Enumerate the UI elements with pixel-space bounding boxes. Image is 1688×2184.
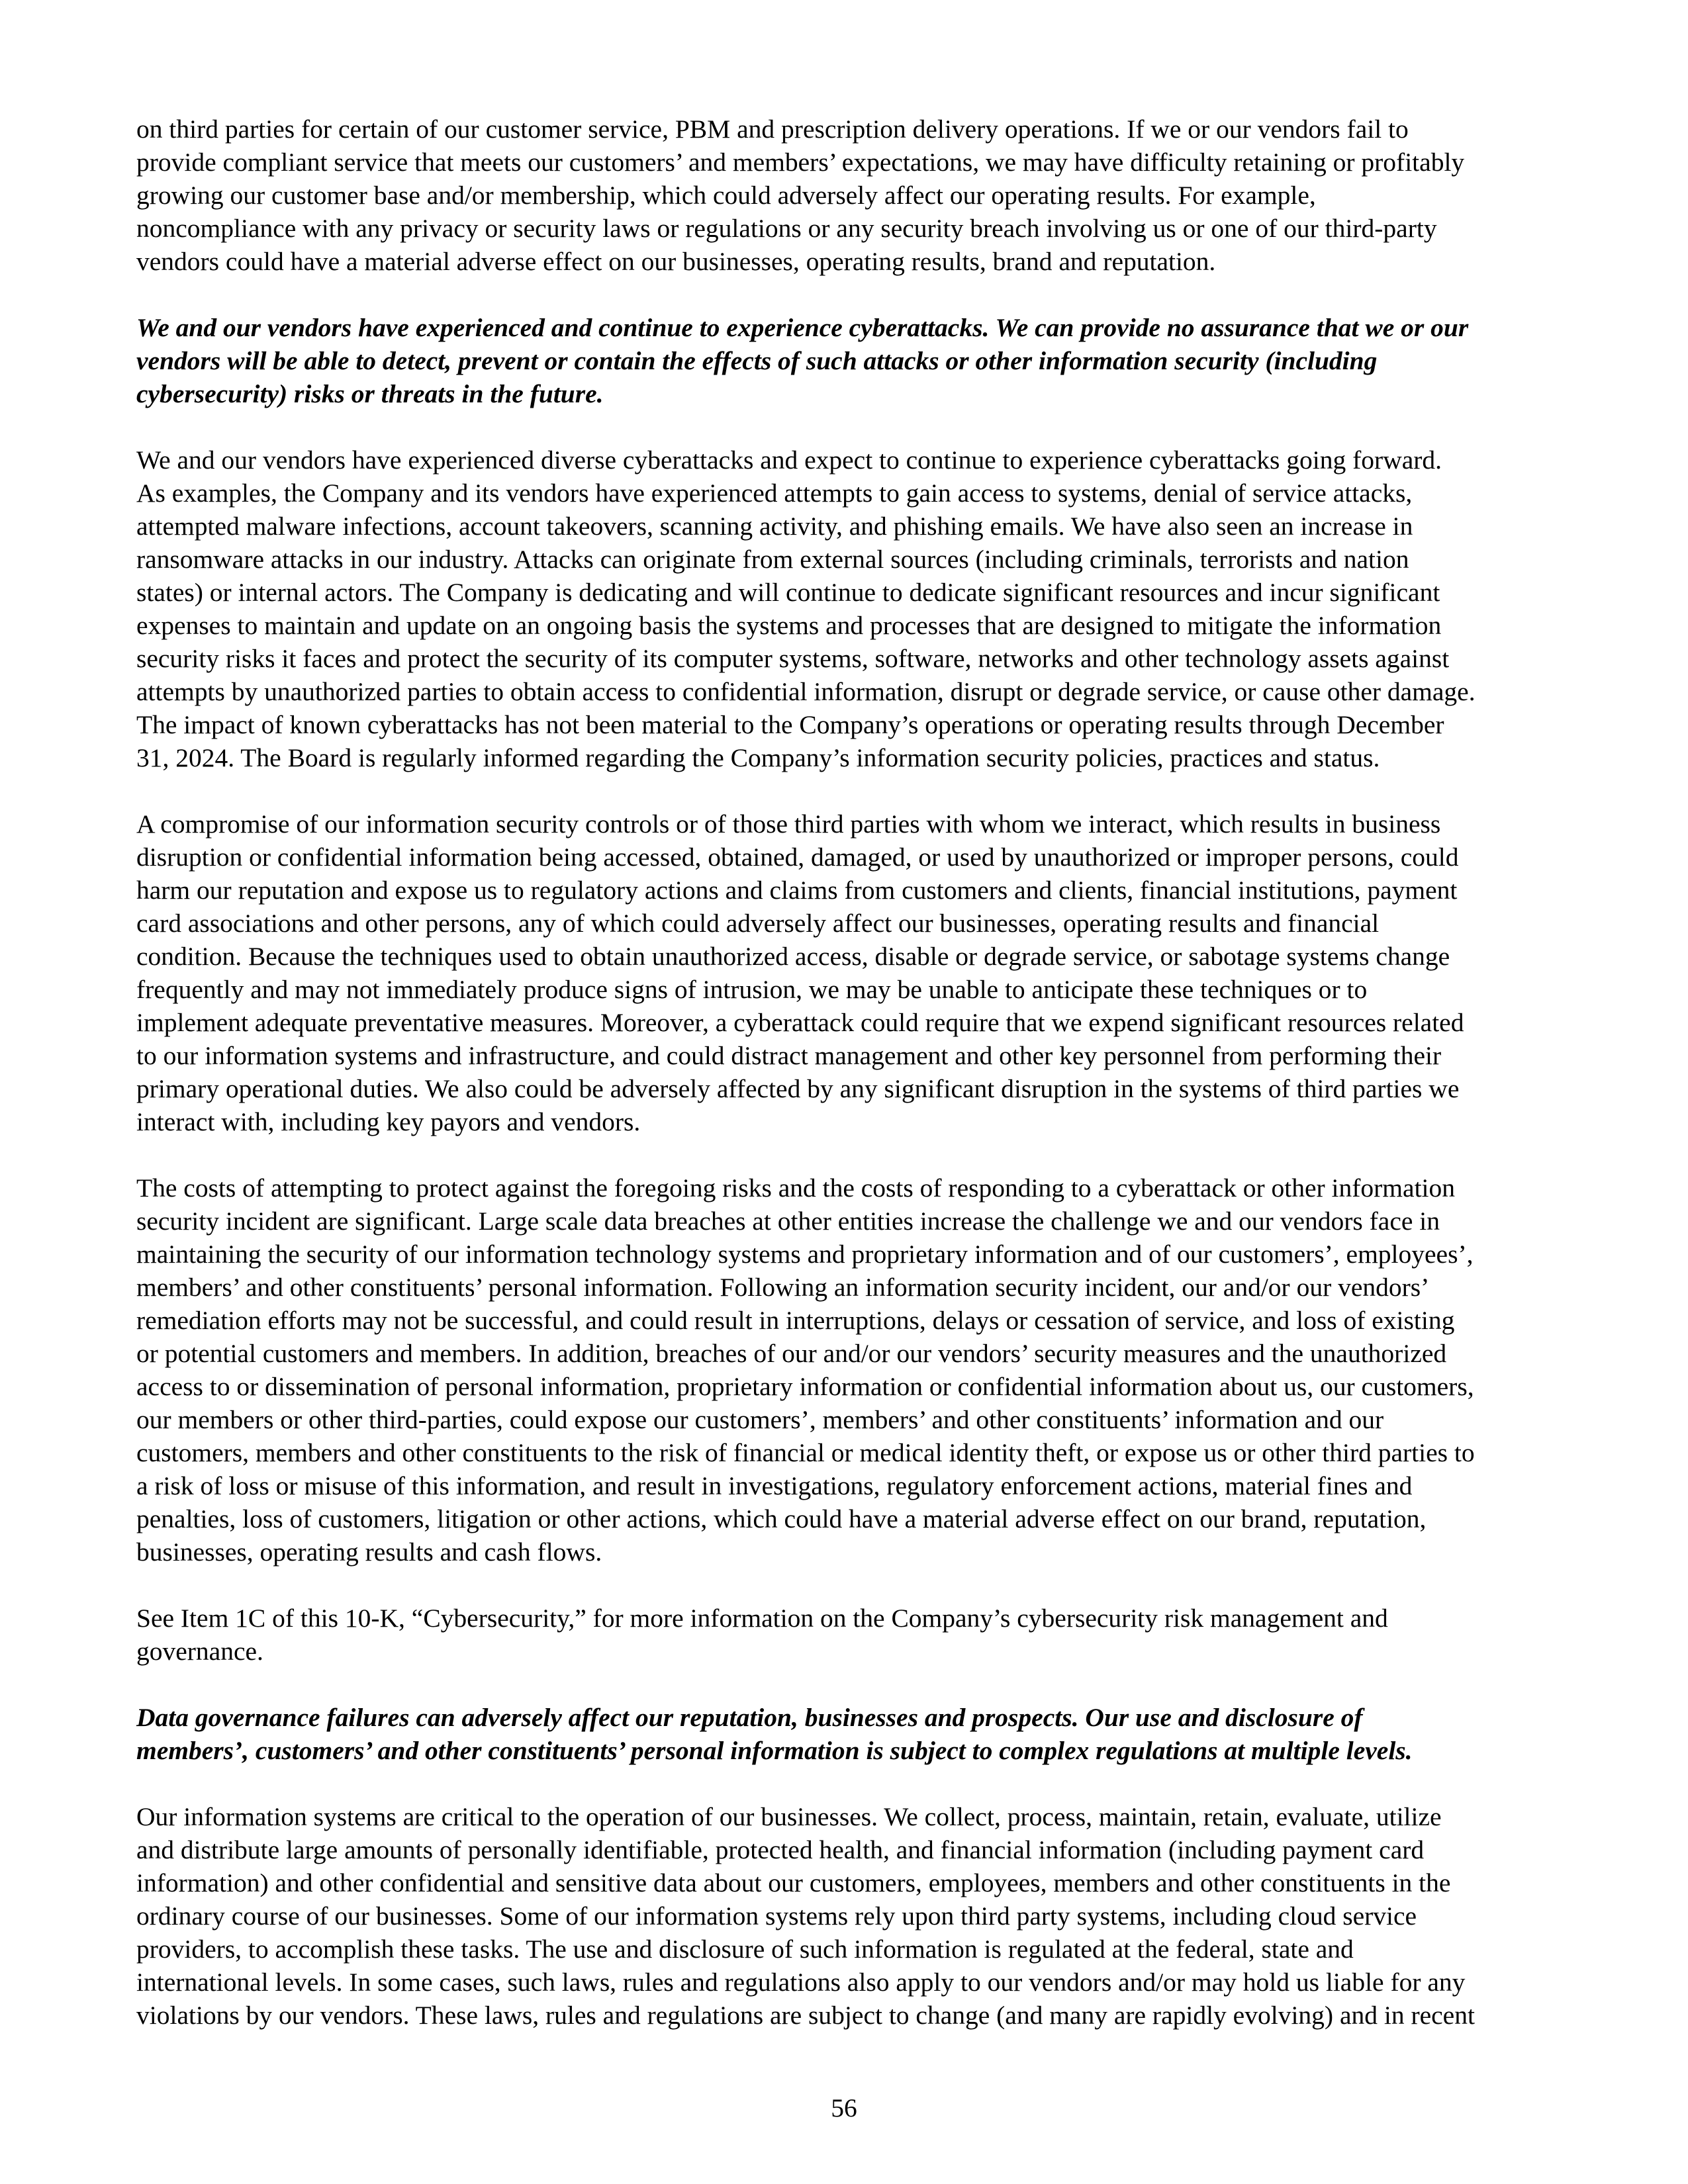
text-line: access to or dissemination of personal information, proprietary information or confidential information about us, our customers, (136, 1372, 1474, 1401)
text-line: noncompliance with any privacy or security laws or regulations or any security breach involving us or one of our third-party (136, 214, 1437, 243)
text-line: We and our vendors have experienced diverse cyberattacks and expect to continue to experience cyberattacks going forward. (136, 445, 1442, 475)
text-line: vendors could have a material adverse effect on our businesses, operating results, brand and reputation. (136, 247, 1216, 276)
text-line: attempted malware infections, account takeovers, scanning activity, and phishing emails. We have also seen an increase in (136, 512, 1413, 541)
text-line: members’, customers’ and other constituents’ personal information is subject to complex regulations at multiple levels. (136, 1736, 1413, 1765)
text-line: frequently and may not immediately produce signs of intrusion, we may be unable to anticipate these techniques or to (136, 975, 1368, 1004)
text-line: A compromise of our information security controls or of those third parties with whom we interact, which results in business (136, 809, 1441, 839)
text-line: international levels. In some cases, such laws, rules and regulations also apply to our vendors and/or may hold us liable for any (136, 1968, 1466, 1997)
text-line: provide compliant service that meets our customers’ and members’ expectations, we may have difficulty retaining or profitably (136, 148, 1465, 177)
body-paragraph (136, 1800, 1561, 2032)
text-line: violations by our vendors. These laws, rules and regulations are subject to change (and many are rapidly evolving) and in recent (136, 2001, 1475, 2030)
text-line: security risks it faces and protect the security of its computer systems, software, networks and other technology assets against (136, 644, 1450, 673)
text-line: interact with, including key payors and vendors. (136, 1107, 641, 1136)
text-line: customers, members and other constituents to the risk of financial or medical identity theft, or expose us or other third parties to (136, 1438, 1475, 1467)
text-line: condition. Because the techniques used to obtain unauthorized access, disable or degrade service, or sabotage systems change (136, 942, 1450, 971)
page-number: 56 (831, 2093, 857, 2122)
section-heading (136, 311, 1561, 410)
text-line: and distribute large amounts of personally identifiable, protected health, and financial information (including payment card (136, 1835, 1425, 1864)
text-line: a risk of loss or misuse of this information, and result in investigations, regulatory enforcement actions, material fines and (136, 1471, 1413, 1500)
text-line: As examples, the Company and its vendors have experienced attempts to gain access to systems, denial of service attacks, (136, 478, 1413, 508)
text-line: ransomware attacks in our industry. Attacks can originate from external sources (including criminals, terrorists and nation (136, 545, 1409, 574)
body-paragraph (136, 1171, 1561, 1569)
body-paragraph (136, 113, 1561, 278)
text-line: providers, to accomplish these tasks. The use and disclosure of such information is regulated at the federal, state and (136, 1934, 1354, 1964)
text-line: card associations and other persons, any of which could adversely affect our businesses, operating results and financial (136, 909, 1380, 938)
text-line: governance. (136, 1637, 263, 1666)
text-line: on third parties for certain of our customer service, PBM and prescription delivery operations. If we or our vendors fail to (136, 114, 1409, 144)
text-line: penalties, loss of customers, litigation or other actions, which could have a material adverse effect on our brand, reputation, (136, 1504, 1427, 1533)
text-line: vendors will be able to detect, prevent or contain the effects of such attacks or other information security (including (136, 346, 1378, 375)
text-line: businesses, operating results and cash flows. (136, 1537, 602, 1567)
text-line: information) and other confidential and sensitive data about our customers, employees, members and other constituents in the (136, 1868, 1451, 1897)
text-line: See Item 1C of this 10-K, “Cybersecurity,” for more information on the Company’s cybersecurity risk management and (136, 1604, 1388, 1633)
text-line: members’ and other constituents’ personal information. Following an information security incident, our and/or our vendors’ (136, 1273, 1430, 1302)
paragraph-gap (136, 1138, 1561, 1171)
text-line: The costs of attempting to protect against the foregoing risks and the costs of responding to a cyberattack or other information (136, 1173, 1456, 1203)
text-line: We and our vendors have experienced and continue to experience cyberattacks. We can provide no assurance that we or our (136, 313, 1469, 342)
paragraph-gap (136, 1668, 1561, 1701)
text-line: remediation efforts may not be successful, and could result in interruptions, delays or cessation of service, and loss of existing (136, 1306, 1455, 1335)
text-line: cybersecurity) risks or threats in the future. (136, 379, 604, 408)
document-body (136, 113, 1561, 2032)
paragraph-gap (136, 278, 1561, 311)
text-line: ordinary course of our businesses. Some of our information systems rely upon third party systems, including cloud service (136, 1901, 1417, 1931)
paragraph-gap (136, 410, 1561, 443)
text-line: Our information systems are critical to the operation of our businesses. We collect, process, maintain, retain, evaluate, utilize (136, 1802, 1442, 1831)
text-line: Data governance failures can adversely affect our reputation, businesses and prospects. Our use and disclosure of (136, 1703, 1363, 1732)
text-line: The impact of known cyberattacks has not been material to the Company’s operations or operating results through December (136, 710, 1444, 739)
text-line: or potential customers and members. In addition, breaches of our and/or our vendors’ security measures and the unauthorized (136, 1339, 1447, 1368)
body-paragraph (136, 807, 1561, 1138)
text-line: our members or other third-parties, could expose our customers’, members’ and other constituents’ information and our (136, 1405, 1384, 1434)
body-paragraph (136, 443, 1561, 774)
text-line: attempts by unauthorized parties to obtain access to confidential information, disrupt or degrade service, or cause other damage. (136, 677, 1476, 706)
text-line: 31, 2024. The Board is regularly informed regarding the Company’s information security policies, practices and status. (136, 743, 1380, 772)
text-line: expenses to maintain and update on an ongoing basis the systems and processes that are designed to mitigate the information (136, 611, 1442, 640)
text-line: growing our customer base and/or membership, which could adversely affect our operating results. For example, (136, 181, 1316, 210)
text-line: primary operational duties. We also could be adversely affected by any significant disruption in the systems of third parties we (136, 1074, 1460, 1103)
paragraph-gap (136, 774, 1561, 807)
paragraph-gap (136, 1569, 1561, 1602)
text-line: states) or internal actors. The Company is dedicating and will continue to dedicate significant resources and incur significant (136, 578, 1440, 607)
text-line: to our information systems and infrastructure, and could distract management and other key personnel from performing their (136, 1041, 1442, 1070)
text-line: security incident are significant. Large scale data breaches at other entities increase the challenge we and our vendors face in (136, 1206, 1440, 1236)
section-heading (136, 1701, 1561, 1767)
paragraph-gap (136, 1767, 1561, 1800)
body-paragraph (136, 1602, 1561, 1668)
document-page (136, 113, 1561, 2032)
text-line: disruption or confidential information being accessed, obtained, damaged, or used by unauthorized or improper persons, could (136, 842, 1459, 872)
text-line: implement adequate preventative measures. Moreover, a cyberattack could require that we expend significant resources related (136, 1008, 1464, 1037)
text-line: maintaining the security of our information technology systems and proprietary information and of our customers’, employees’, (136, 1240, 1474, 1269)
text-line: harm our reputation and expose us to regulatory actions and claims from customers and clients, financial institutions, payment (136, 876, 1458, 905)
